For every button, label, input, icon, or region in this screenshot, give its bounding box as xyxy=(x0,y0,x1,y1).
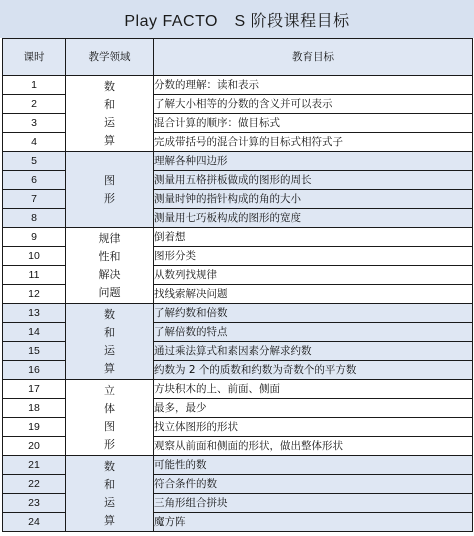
domain-label-line: 和 xyxy=(104,98,115,111)
domain-label-line: 问题 xyxy=(98,286,121,299)
page-title: Play FACTO S 阶段课程目标 xyxy=(0,0,474,38)
lesson-number: 21 xyxy=(3,456,66,475)
domain-cell xyxy=(66,304,154,380)
lesson-number: 24 xyxy=(3,513,66,532)
header-row xyxy=(3,39,473,76)
lesson-number: 6 xyxy=(3,171,66,190)
lesson-number: 23 xyxy=(3,494,66,513)
lesson-number: 7 xyxy=(3,190,66,209)
lesson-goal: 约数为 2 个的质数和约数为奇数个的平方数 xyxy=(154,361,473,380)
domain-label-line: 图 xyxy=(104,174,115,187)
domain-label-line: 体 xyxy=(104,402,115,415)
domain-label-line: 和 xyxy=(104,478,115,491)
table-row xyxy=(3,380,473,399)
goal-column-header: 教育目标 xyxy=(154,39,473,76)
lesson-goal: 了解倍数的特点 xyxy=(154,323,473,342)
lesson-number: 20 xyxy=(3,437,66,456)
lesson-goal: 混合计算的顺序：做目标式 xyxy=(154,114,473,133)
domain-cell xyxy=(66,228,154,304)
lesson-number: 14 xyxy=(3,323,66,342)
lesson-number: 19 xyxy=(3,418,66,437)
lesson-goal: 魔方阵 xyxy=(154,513,473,532)
domain-label-line: 解决 xyxy=(98,268,121,281)
lesson-number: 4 xyxy=(3,133,66,152)
lesson-goal: 图形分类 xyxy=(154,247,473,266)
lesson-number: 15 xyxy=(3,342,66,361)
lesson-goal: 方块积木的上、前面、侧面 xyxy=(154,380,473,399)
domain-label-line: 运 xyxy=(104,344,115,357)
lesson-goal: 测量用五格拼板做成的图形的周长 xyxy=(154,171,473,190)
lesson-goal: 理解各种四边形 xyxy=(154,152,473,171)
domain-label-line: 性和 xyxy=(98,250,121,263)
domain-label xyxy=(66,309,153,374)
domain-label-line: 算 xyxy=(104,514,115,527)
domain-label-line: 数 xyxy=(104,80,115,93)
lesson-goal: 从数列找规律 xyxy=(154,266,473,285)
domain-label-line: 立 xyxy=(104,384,115,397)
domain-label-line: 数 xyxy=(104,460,115,473)
domain-column-header: 教学领域 xyxy=(66,39,154,76)
lesson-goal: 找线索解决问题 xyxy=(154,285,473,304)
lesson-number: 12 xyxy=(3,285,66,304)
domain-label xyxy=(66,233,153,298)
domain-label xyxy=(66,81,153,146)
domain-label-line: 数 xyxy=(104,308,115,321)
lesson-goal: 符合条件的数 xyxy=(154,475,473,494)
lesson-number: 8 xyxy=(3,209,66,228)
domain-label-line: 图 xyxy=(104,420,115,433)
lesson-goal: 了解约数和倍数 xyxy=(154,304,473,323)
domain-cell xyxy=(66,76,154,152)
domain-label-line: 规律 xyxy=(98,232,121,245)
lesson-number: 22 xyxy=(3,475,66,494)
lesson-goal: 观察从前面和侧面的形状，做出整体形状 xyxy=(154,437,473,456)
lesson-goal: 测量时钟的指针构成的角的大小 xyxy=(154,190,473,209)
table-row xyxy=(3,456,473,475)
domain-label-line: 运 xyxy=(104,116,115,129)
domain-label xyxy=(66,385,153,450)
table-body xyxy=(3,76,473,532)
lesson-number: 2 xyxy=(3,95,66,114)
lesson-goal: 通过乘法算式和素因素分解求约数 xyxy=(154,342,473,361)
lesson-number: 5 xyxy=(3,152,66,171)
lesson-goal: 测量用七巧板构成的图形的宽度 xyxy=(154,209,473,228)
lesson-goal: 分数的理解：读和表示 xyxy=(154,76,473,95)
lesson-goal: 最多，最少 xyxy=(154,399,473,418)
domain-label-line: 算 xyxy=(104,134,115,147)
domain-label xyxy=(66,175,153,204)
table-row xyxy=(3,76,473,95)
domain-label-line: 形 xyxy=(104,438,115,451)
domain-cell xyxy=(66,152,154,228)
lesson-goal: 三角形组合拼块 xyxy=(154,494,473,513)
lesson-number: 17 xyxy=(3,380,66,399)
domain-cell xyxy=(66,456,154,532)
table-row xyxy=(3,152,473,171)
domain-cell xyxy=(66,380,154,456)
lesson-goal: 倒着想 xyxy=(154,228,473,247)
lesson-goal: 了解大小相等的分数的含义并可以表示 xyxy=(154,95,473,114)
lesson-goal: 完成带括号的混合计算的目标式相符式子 xyxy=(154,133,473,152)
domain-label-line: 和 xyxy=(104,326,115,339)
table-header xyxy=(3,39,473,76)
lesson-number: 1 xyxy=(3,76,66,95)
domain-label xyxy=(66,461,153,526)
lesson-number: 9 xyxy=(3,228,66,247)
domain-label-line: 形 xyxy=(104,192,115,205)
table-row xyxy=(3,228,473,247)
lesson-number: 11 xyxy=(3,266,66,285)
lesson-goal: 找立体图形的形状 xyxy=(154,418,473,437)
lesson-number: 10 xyxy=(3,247,66,266)
lesson-goal: 可能性的数 xyxy=(154,456,473,475)
domain-label-line: 运 xyxy=(104,496,115,509)
lesson-number: 13 xyxy=(3,304,66,323)
lesson-number: 18 xyxy=(3,399,66,418)
lesson-number: 3 xyxy=(3,114,66,133)
table-row xyxy=(3,304,473,323)
lesson-number: 16 xyxy=(3,361,66,380)
lesson-column-header: 课时 xyxy=(3,39,66,76)
lesson-table xyxy=(2,38,473,532)
domain-label-line: 算 xyxy=(104,362,115,375)
